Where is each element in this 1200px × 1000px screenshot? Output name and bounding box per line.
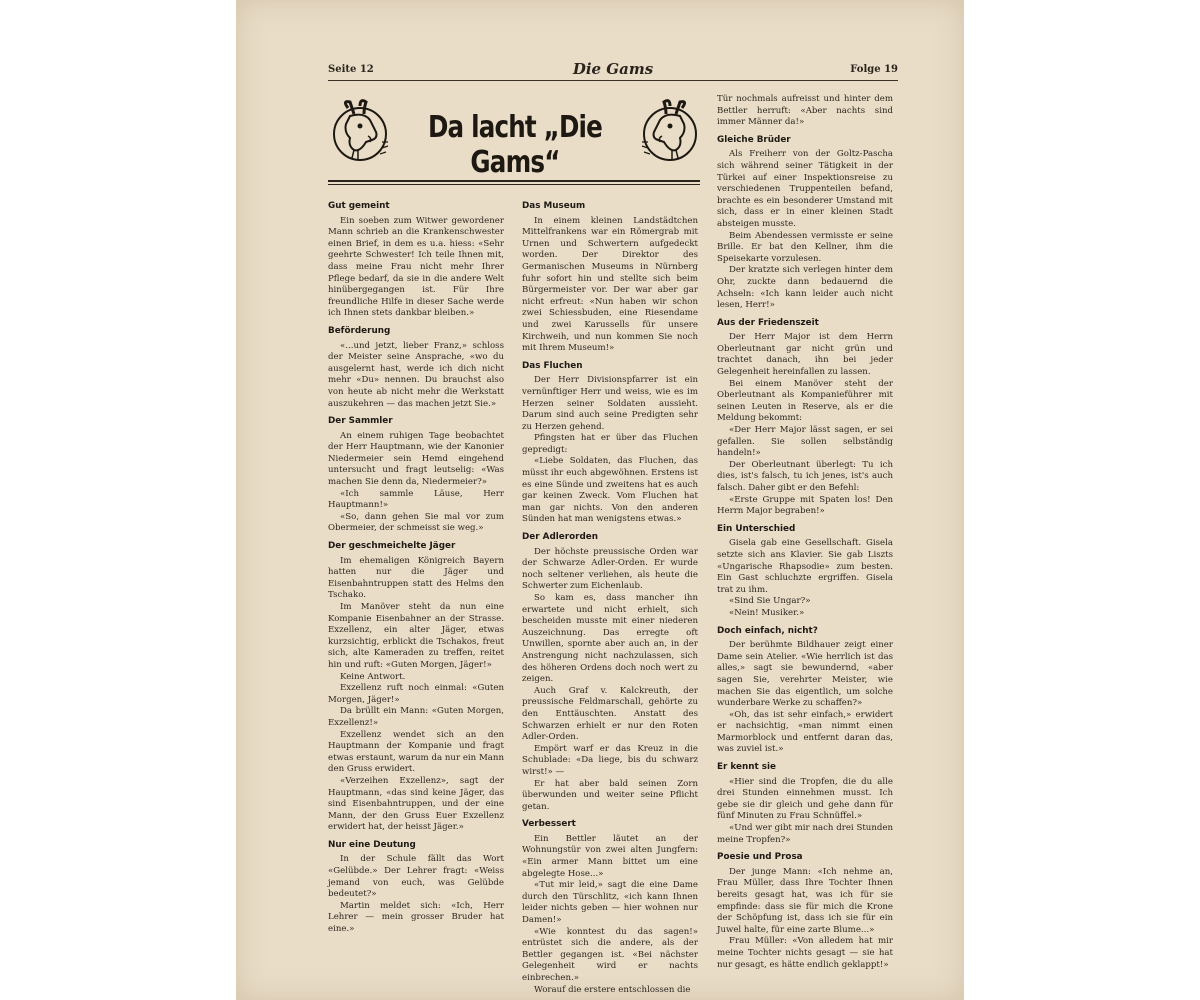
article-paragraph: Der höchste preussische Orden war der Schwarze Adler-Orden. Er wurde noch seltener verliehen, als heute die Schwerter zum Eichenlaub. bbox=[522, 546, 698, 592]
article-heading: Aus der Friedenszeit bbox=[717, 317, 819, 328]
article-paragraph: Im ehemaligen Königreich Bayern hatten nur die Jäger und Eisenbahntruppen statt des Helms den Tschako. bbox=[328, 555, 504, 601]
article-paragraph: «So, dann gehen Sie mal vor zum Obermeier, der schmeisst sie weg.» bbox=[328, 511, 504, 534]
goat-head-icon bbox=[640, 98, 700, 164]
article-paragraph: Tür nochmals aufreisst und hinter dem Bettler herruft: «Aber nachts sind immer Männer da!» bbox=[717, 94, 893, 128]
article-paragraph: «Hier sind die Tropfen, die du alle drei Stunden einnehmen musst. Ich gebe sie dir gleich und gehe dann für fünf Minuten zu Frau Schnüffel.» bbox=[717, 776, 893, 822]
issue-number: Folge 19 bbox=[850, 64, 898, 75]
article-paragraph: Exzellenz ruft noch einmal: «Guten Morgen, Jäger!» bbox=[328, 683, 504, 705]
article-paragraph: Ein Bettler läutet an der Wohnungstür von zwei alten Jungfern: «Ein armer Mann bittet um eine abgelegte Hose...» bbox=[522, 833, 698, 879]
article-paragraph: Der junge Mann: «Ich nehme an, Frau Müller, dass Ihre Tochter Ihnen bereits gesagt hat, was ich für sie empfinde: dass sie für mich die Krone der Schöpfung ist, dass ich sie für ein Juwel halte, für eine zarte Blume...» bbox=[717, 866, 893, 935]
article-paragraph: Worauf die erstere entschlossen die bbox=[534, 984, 691, 995]
article-heading: Der geschmeichelte Jäger bbox=[328, 541, 456, 552]
masthead bbox=[328, 92, 700, 180]
article-paragraph: «Erste Gruppe mit Spaten los! Den Herrn Major begraben!» bbox=[717, 494, 893, 517]
article-paragraph: «Ich sammle Läuse, Herr Hauptmann!» bbox=[328, 488, 504, 511]
article-paragraph: In der Schule fällt das Wort «Gelübde.» Der Lehrer fragt: «Weiss jemand von euch, was Gelübde bedeutet?» bbox=[328, 854, 504, 900]
article-paragraph: Beim Abendessen vermisste er seine Brille. Er bat den Kellner, ihm die Speisekarte vorzulesen. bbox=[717, 230, 893, 264]
header-rule bbox=[328, 80, 898, 81]
running-head bbox=[328, 60, 898, 78]
masthead-rule bbox=[328, 180, 700, 182]
article-paragraph: «Liebe Soldaten, das Fluchen, das müsst ihr euch abgewöhnen. Erstens ist es eine Sünde und zweitens hat es auch gar keinen Zweck. Vom Fluchen hat man gar nichts. Von den anderen Sünden hat man wenigstens etwas.» bbox=[522, 456, 698, 525]
article-paragraph: Der Herr Major ist dem Herrn Oberleutnant gar nicht grün und trachtet danach, ihn bei jeder Gelegenheit hereinfallen zu lassen. bbox=[717, 332, 893, 378]
column-3 bbox=[717, 94, 893, 971]
article-heading: Gleiche Brüder bbox=[717, 134, 791, 145]
article-paragraph: Er hat aber bald seinen Zorn überwunden und weiter seine Pflicht getan. bbox=[522, 778, 698, 812]
article-paragraph: «Verzeihen Exzellenz», sagt der Hauptmann, «das sind keine Jäger, das sind Eisenbahntruppen, und der eine Mann, der den Gruss Euer Exzellenz erwidert hat, der heisst Jäger.» bbox=[328, 775, 504, 833]
masthead-title: Da lacht „Die Gams“ bbox=[427, 110, 603, 180]
article-paragraph: Ein soeben zum Witwer gewordener Mann schrieb an die Krankenschwester einen Brief, in dem es u.a. hiess: «Sehr geehrte Schwester! Ich teile Ihnen mit, dass meine Frau nicht mehr Ihrer Pflege bedarf, da sie in die andere Welt hinübergegangen ist. Für Ihre freundliche Hilfe in dieser Sache werde ich Ihnen stets dankbar bleiben.» bbox=[328, 215, 504, 319]
article-paragraph: In einem kleinen Landstädtchen Mittelfrankens war ein Römergrab mit Urnen und Schwertern aufgedeckt worden. Der Direktor des Germanischen Museums in Nürnberg fuhr sofort hin und stellte sich beim Bürgermeister vor. Der war aber gar nicht erfreut: «Nun haben wir schon zwei Schiessbuden, eine Riesendame und zwei Karussells für unsere Kirchweih, und nun kommen Sie noch mit Ihrem Museum!» bbox=[522, 215, 698, 354]
article-heading: Der Adlerorden bbox=[522, 532, 599, 543]
article-paragraph: Der Herr Divisionspfarrer ist ein vernünftiger Herr und weiss, wie es im Herzen seiner Soldaten aussieht. Darum sind auch seine Predigten sehr zu Herzen gehend. bbox=[522, 375, 698, 432]
article-heading: Das Fluchen bbox=[522, 360, 583, 371]
article-paragraph: «Nein! Musiker.» bbox=[729, 607, 805, 618]
article-heading: Gut gemeint bbox=[328, 201, 390, 211]
article-paragraph: «Sind Sie Ungar?» bbox=[729, 596, 811, 607]
newspaper-page bbox=[236, 0, 964, 1000]
masthead-rule bbox=[328, 184, 700, 185]
article-paragraph: Auch Graf v. Kalckreuth, der preussische Feldmarschall, gehörte zu den Enttäuschten. Anstatt des Schwarzen erhielt er nur den Roten Adler-Orden. bbox=[522, 685, 698, 743]
article-heading: Verbessert bbox=[522, 819, 576, 830]
article-paragraph: Keine Antwort. bbox=[340, 671, 406, 682]
article-heading: Nur eine Deutung bbox=[328, 839, 416, 850]
article-heading: Poesie und Prosa bbox=[717, 852, 803, 863]
column-2 bbox=[522, 195, 698, 996]
article-paragraph: Gisela gab eine Gesellschaft. Gisela setzte sich ans Klavier. Sie gab Liszts «Ungarische Rhapsodie» zum besten. Ein Gast schluchzte ergriffen. Gisela trat zu ihm. bbox=[717, 538, 893, 595]
article-paragraph: Der berühmte Bildhauer zeigt einer Dame sein Atelier. «Wie herrlich ist das alles,» sagt sie bewundernd, «aber sagen Sie, verehrter Meister, wie machen Sie das eigentlich, um solche wunderbare Werke zu schaffen?» bbox=[717, 640, 893, 709]
article-paragraph: «Oh, das ist sehr einfach,» erwidert er nachsichtig, «man nimmt einen Marmorblock und entfernt daran das, was zuviel ist.» bbox=[717, 709, 893, 755]
page-number: Seite 12 bbox=[328, 64, 374, 75]
article-paragraph: Der Oberleutnant überlegt: Tu ich dies, ist's falsch, tu ich jenes, ist's auch falsch. Daher gibt er den Befehl: bbox=[717, 459, 893, 493]
article-paragraph: «Und wer gibt mir nach drei Stunden meine Tropfen?» bbox=[717, 823, 893, 845]
article-paragraph: Als Freiherr von der Goltz-Pascha sich während seiner Tätigkeit in der Türkei auf einer Inspektionsreise zu verschiedenen Truppenteilen befand, brachte es ein besonderer Umstand mit sich, dass er in einer kleinen Stadt absteigen musste. bbox=[717, 149, 893, 229]
article-paragraph: Pfingsten hat er über das Fluchen gepredigt: bbox=[522, 433, 698, 455]
paper-title: Die Gams bbox=[572, 60, 654, 78]
article-paragraph: Frau Müller: «Von alledem hat mir meine Tochter nichts gesagt — sie hat nur gesagt, es hätte endlich geklappt!» bbox=[717, 936, 893, 970]
article-paragraph: Exzellenz wendet sich an den Hauptmann der Kompanie und fragt etwas erstaunt, warum da nur ein Mann den Gruss erwidert. bbox=[328, 729, 504, 775]
article-heading: Das Museum bbox=[522, 201, 586, 211]
column-1 bbox=[328, 195, 504, 936]
article-paragraph: Da brüllt ein Mann: «Guten Morgen, Exzellenz!» bbox=[328, 706, 504, 728]
article-paragraph: «Wie konntest du das sagen!» entrüstet sich die andere, als der Bettler gegangen ist. «Bei nächster Gelegenheit wird er nachts einbrechen.» bbox=[522, 926, 698, 983]
article-paragraph: «Tut mir leid,» sagt die eine Dame durch den Türschlitz, «ich kann Ihnen leider nichts geben — hier wohnen nur Damen!» bbox=[522, 880, 698, 926]
article-paragraph: So kam es, dass mancher ihn erwartete und nicht erhielt, sich bescheiden musste mit einer niederen Auszeichnung. Das erregte oft Unwillen, spornte aber auch an, in der Anstrengung nicht nachzulassen, sich des höheren Ordens doch noch wert zu zeigen. bbox=[522, 593, 698, 685]
article-paragraph: Martin meldet sich: «Ich, Herr Lehrer — mein grosser Bruder hat eine.» bbox=[328, 900, 504, 935]
article-paragraph: Bei einem Manöver steht der Oberleutnant als Kompanieführer mit seinen Leuten in Reserve, als er die Meldung bekommt: bbox=[717, 378, 893, 424]
article-paragraph: Empört warf er das Kreuz in die Schublade: «Da liege, bis du schwarz wirst!» — bbox=[522, 743, 698, 777]
article-paragraph: Im Manöver steht da nun eine Kompanie Eisenbahner an der Strasse. Exzellenz, ein alter Jäger, etwas kurzsichtig, erblickt die Tschakos, freut sich, alte Kameraden zu treffen, reitet hin und ruft: «Guten Morgen, Jäger!» bbox=[328, 602, 504, 670]
goat-head-icon bbox=[330, 98, 390, 164]
article-paragraph: An einem ruhigen Tage beobachtet der Herr Hauptmann, wie der Kanonier Niedermeier sein Hemd eingehend untersucht und fragt leutselig: «Was machen Sie denn da, Niedermeier?» bbox=[328, 430, 504, 488]
article-heading: Doch einfach, nicht? bbox=[717, 625, 818, 636]
article-paragraph: Der kratzte sich verlegen hinter dem Ohr, zuckte dann bedauernd die Achseln: «Ich kann leider auch nicht lesen, Herr!» bbox=[717, 265, 893, 311]
article-heading: Ein Unterschied bbox=[717, 523, 796, 534]
article-heading: Beförderung bbox=[328, 325, 391, 336]
article-heading: Der Sammler bbox=[328, 416, 393, 427]
article-heading: Er kennt sie bbox=[717, 762, 777, 773]
article-paragraph: «...und jetzt, lieber Franz,» schloss der Meister seine Ansprache, «wo du ausgelernt hast, werde ich dich nicht mehr «Du» nennen. Du brauchst also von heute ab nicht mehr die Werkstatt auszukehren — das machen jetzt Sie.» bbox=[328, 340, 504, 409]
article-paragraph: «Der Herr Major lässt sagen, er sei gefallen. Sie sollen selbständig handeln!» bbox=[717, 425, 893, 459]
